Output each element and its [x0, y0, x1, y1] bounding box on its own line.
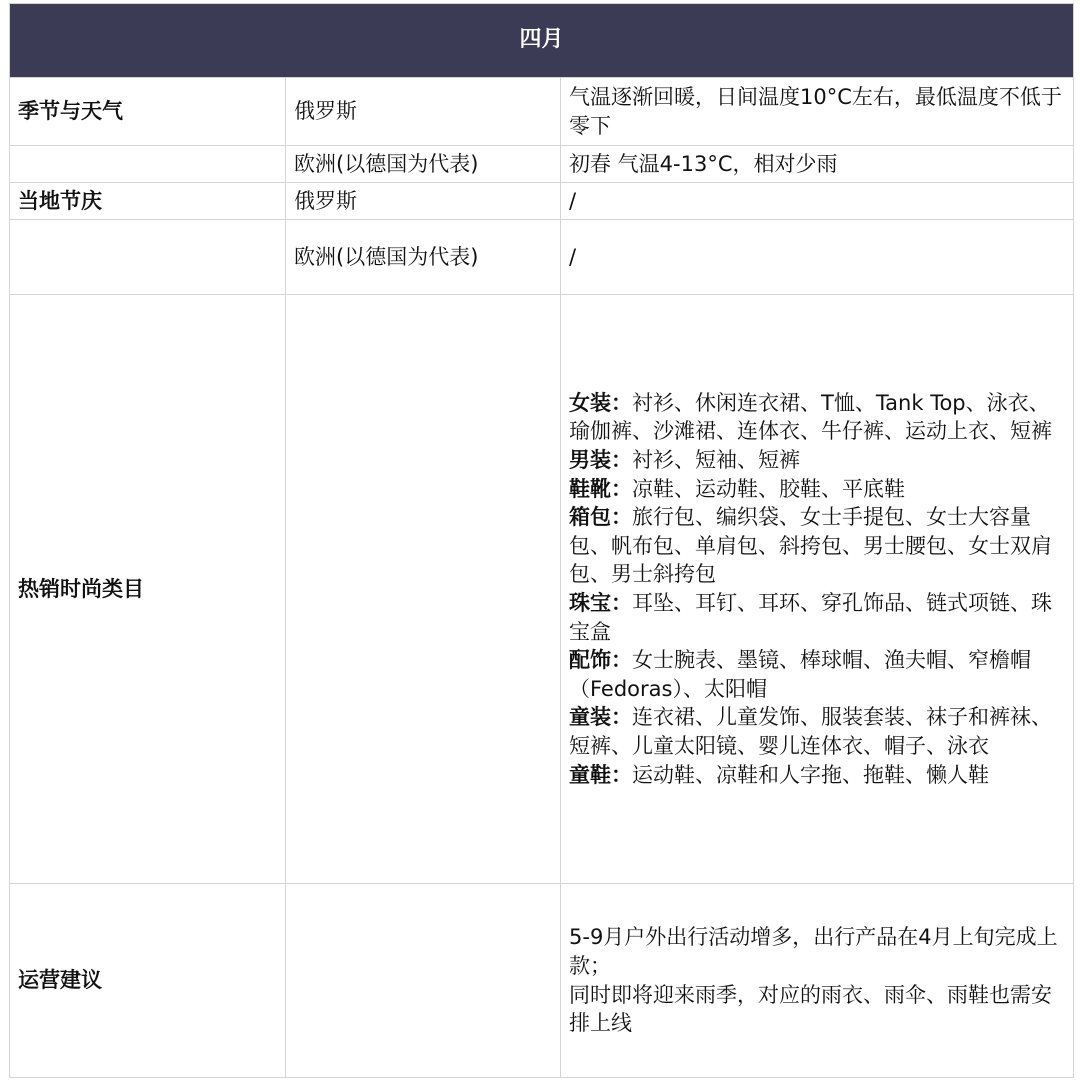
category-line — [569, 703, 1065, 760]
category-name: 箱包： — [569, 505, 632, 530]
month-title: 四月 — [10, 4, 1074, 78]
empty-cell — [10, 220, 286, 295]
category-items: 耳坠、耳钉、耳环、穿孔饰品、链式项链、珠宝盒 — [569, 591, 1052, 644]
operations-cell — [561, 884, 1074, 1078]
table-row — [10, 220, 1074, 295]
category-items: 旅行包、编织袋、女士手提包、女士大容量包、帆布包、单肩包、斜挎包、男士腰包、女士双肩包、男士斜挎包 — [569, 505, 1052, 587]
operations-line: 5-9月户外出行活动增多，出行产品在4月上旬完成上款； — [569, 925, 1058, 978]
category-name: 童装： — [569, 705, 632, 730]
weather-cell: 气温逐渐回暖，日间温度10°C左右，最低温度不低于零下 — [561, 78, 1074, 146]
monthly-guide-table — [9, 3, 1074, 1078]
festival-cell: / — [561, 220, 1074, 295]
hot-categories-label: 热销时尚类目 — [10, 295, 286, 884]
region-cell: 欧洲(以德国为代表) — [286, 146, 561, 183]
category-items: 衬衫、短袖、短裤 — [632, 448, 800, 473]
category-name: 女装： — [569, 390, 632, 415]
category-items: 衬衫、休闲连衣裙、T恤、Tank Top、泳衣、瑜伽裤、沙滩裙、连体衣、牛仔裤、运动上衣、短裤 — [569, 390, 1052, 444]
category-line — [569, 589, 1065, 646]
category-items: 连衣裙、儿童发饰、服装套装、袜子和裤袜、短裤、儿童太阳镜、婴儿连体衣、帽子、泳衣 — [569, 705, 1052, 758]
category-items: 女士腕表、墨镜、棒球帽、渔夫帽、窄檐帽（Fedoras）、太阳帽 — [569, 648, 1031, 701]
table-row — [10, 146, 1074, 183]
table-row — [10, 884, 1074, 1078]
region-cell: 俄罗斯 — [286, 183, 561, 220]
category-items: 凉鞋、运动鞋、胶鞋、平底鞋 — [632, 476, 905, 501]
header-row — [10, 4, 1074, 78]
monthly-guide-sheet — [9, 3, 1073, 1078]
category-line — [569, 475, 1065, 504]
region-cell: 俄罗斯 — [286, 78, 561, 146]
operations-line: 同时即将迎来雨季，对应的雨衣、雨伞、雨鞋也需安排上线 — [569, 982, 1052, 1036]
hot-categories-cell — [561, 295, 1074, 884]
table-row — [10, 183, 1074, 220]
category-items: 运动鞋、凉鞋和人字拖、拖鞋、懒人鞋 — [632, 762, 989, 787]
category-name: 鞋靴： — [569, 476, 632, 501]
category-name: 珠宝： — [569, 591, 632, 615]
category-line — [569, 503, 1065, 589]
category-name: 男装： — [569, 448, 632, 473]
festival-cell: / — [561, 183, 1074, 220]
region-cell: 欧洲(以德国为代表) — [286, 220, 561, 295]
category-name: 配饰： — [569, 648, 632, 673]
season-weather-label: 季节与天气 — [10, 78, 286, 146]
category-line — [569, 646, 1065, 703]
empty-cell — [286, 884, 561, 1078]
table-row — [10, 295, 1074, 884]
category-line — [569, 389, 1065, 446]
table-row — [10, 78, 1074, 146]
weather-cell: 初春 气温4-13°C，相对少雨 — [561, 146, 1074, 183]
operations-label: 运营建议 — [10, 884, 286, 1078]
empty-cell — [286, 295, 561, 884]
category-line — [569, 761, 1065, 790]
empty-cell — [10, 146, 286, 183]
category-name: 童鞋： — [569, 762, 632, 787]
festivals-label: 当地节庆 — [10, 183, 286, 220]
category-line — [569, 446, 1065, 475]
